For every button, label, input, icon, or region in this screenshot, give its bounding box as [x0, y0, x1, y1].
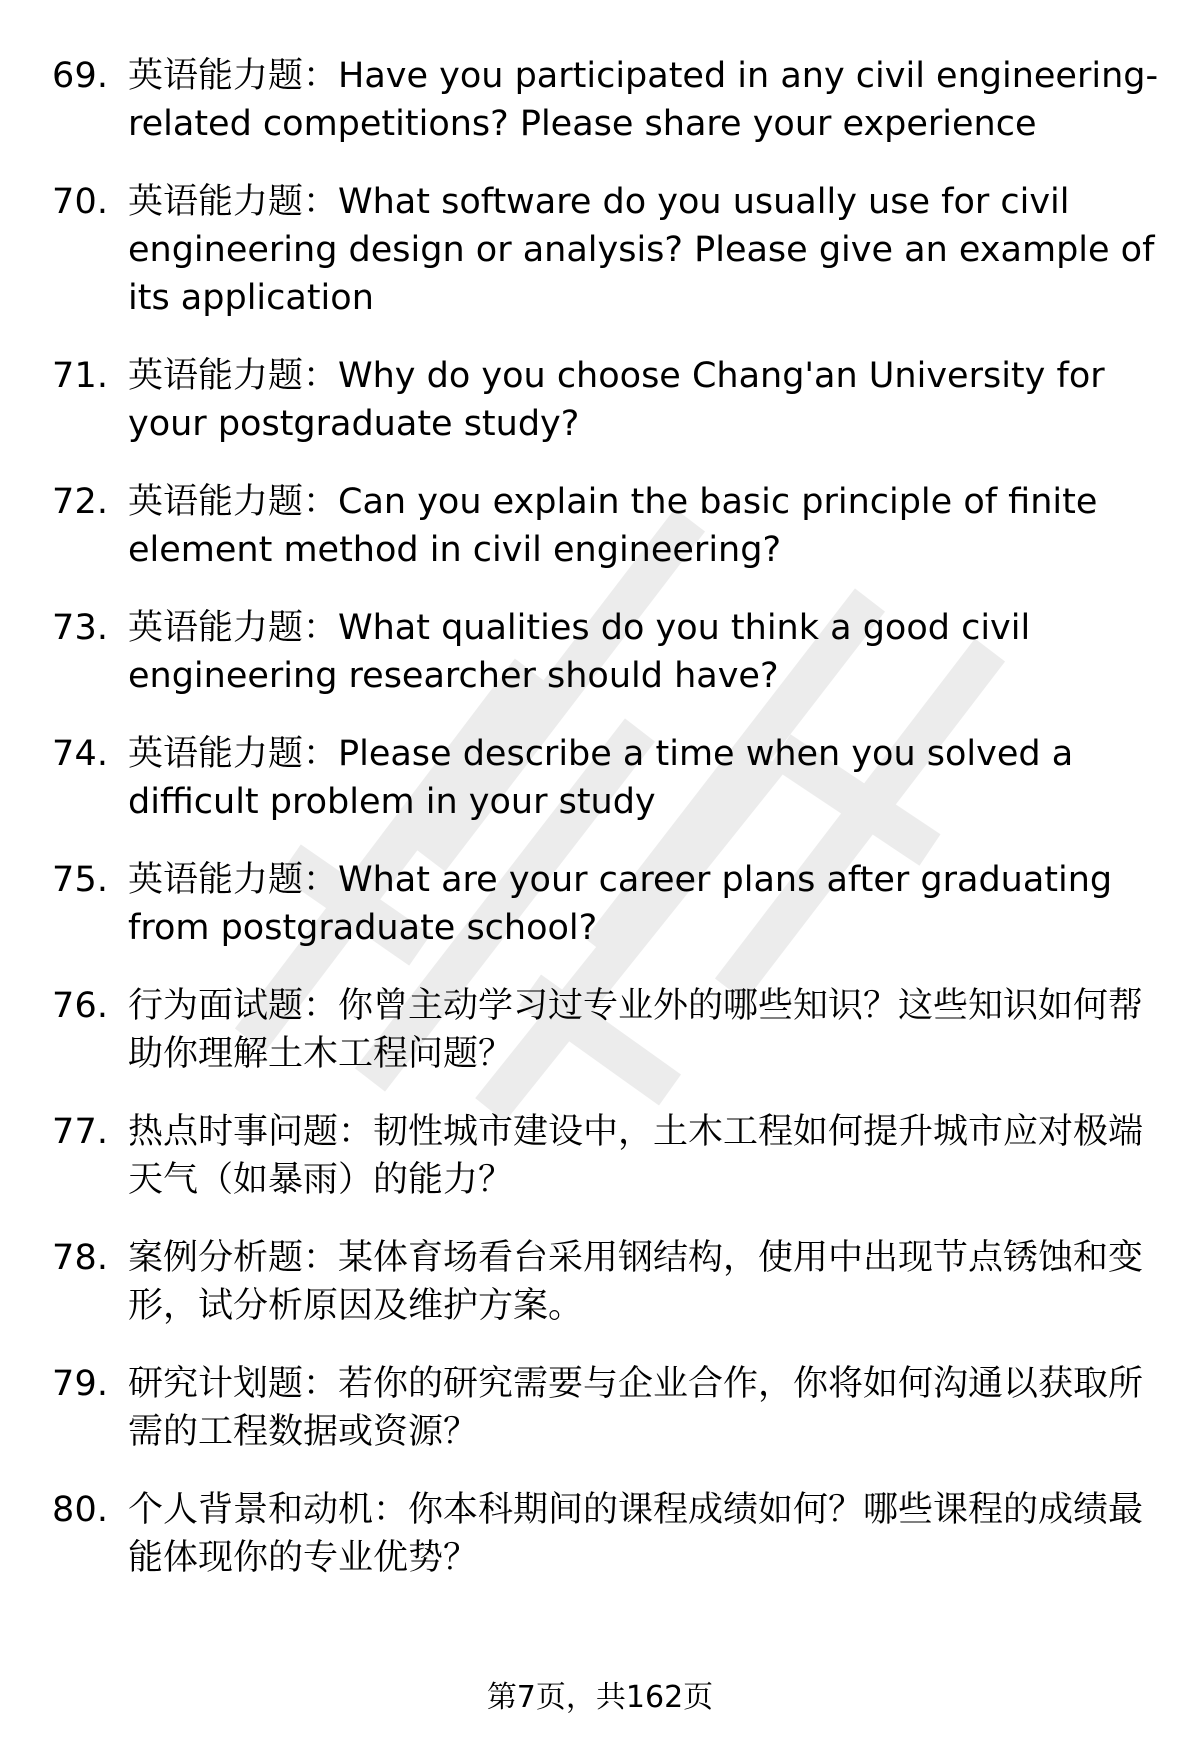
list-item: [52, 730, 1162, 826]
question-text: 英语能力题：Have you participated in any civil engineering-related competitions? Please share your experience: [128, 56, 1159, 144]
question-text: 英语能力题：Why do you choose Chang'an University for your postgraduate study?: [128, 356, 1105, 444]
list-item: [52, 982, 1162, 1078]
page-number-footer: 第7页，共162页: [486, 1680, 714, 1715]
list-item: [52, 352, 1162, 448]
question-text: 案例分析题：某体育场看台采用钢结构，使用中出现节点锈蚀和变形，试分析原因及维护方案。: [128, 1238, 1144, 1326]
list-item: [52, 478, 1162, 574]
question-number: 76.: [52, 986, 109, 1026]
question-text: 英语能力题：What software do you usually use for civil engineering design or analysis? Please give an example of its application: [128, 182, 1155, 318]
list-item: [52, 1360, 1162, 1456]
question-number: 74.: [52, 734, 109, 774]
question-text: 研究计划题：若你的研究需要与企业合作，你将如何沟通以获取所需的工程数据或资源？: [128, 1364, 1144, 1452]
question-number: 69.: [52, 56, 109, 96]
question-number: 70.: [52, 182, 109, 222]
list-item: [52, 52, 1162, 148]
list-item: [52, 1108, 1162, 1204]
list-item: [52, 1234, 1162, 1330]
question-text: 英语能力题：Can you explain the basic principle of finite element method in civil engineering?: [128, 482, 1098, 570]
question-text: 个人背景和动机：你本科期间的课程成绩如何？哪些课程的成绩最能体现你的专业优势？: [128, 1490, 1144, 1578]
list-item: [52, 604, 1162, 700]
question-number: 78.: [52, 1238, 109, 1278]
list-item: [52, 856, 1162, 952]
question-list: [52, 52, 1162, 1612]
list-item: [52, 178, 1162, 322]
question-number: 79.: [52, 1364, 109, 1404]
question-number: 73.: [52, 608, 109, 648]
question-text: 英语能力题：Please describe a time when you solved a difficult problem in your study: [128, 734, 1074, 822]
question-text: 热点时事问题：韧性城市建设中，土木工程如何提升城市应对极端天气（如暴雨）的能力？: [128, 1112, 1144, 1200]
question-number: 77.: [52, 1112, 109, 1152]
question-number: 80.: [52, 1490, 109, 1530]
question-number: 72.: [52, 482, 109, 522]
question-number: 71.: [52, 356, 109, 396]
question-text: 英语能力题：What qualities do you think a good civil engineering researcher should have?: [128, 608, 1031, 696]
question-number: 75.: [52, 860, 109, 900]
question-text: 英语能力题：What are your career plans after graduating from postgraduate school?: [128, 860, 1113, 948]
question-text: 行为面试题：你曾主动学习过专业外的哪些知识？这些知识如何帮助你理解土木工程问题？: [128, 986, 1144, 1074]
list-item: [52, 1486, 1162, 1582]
